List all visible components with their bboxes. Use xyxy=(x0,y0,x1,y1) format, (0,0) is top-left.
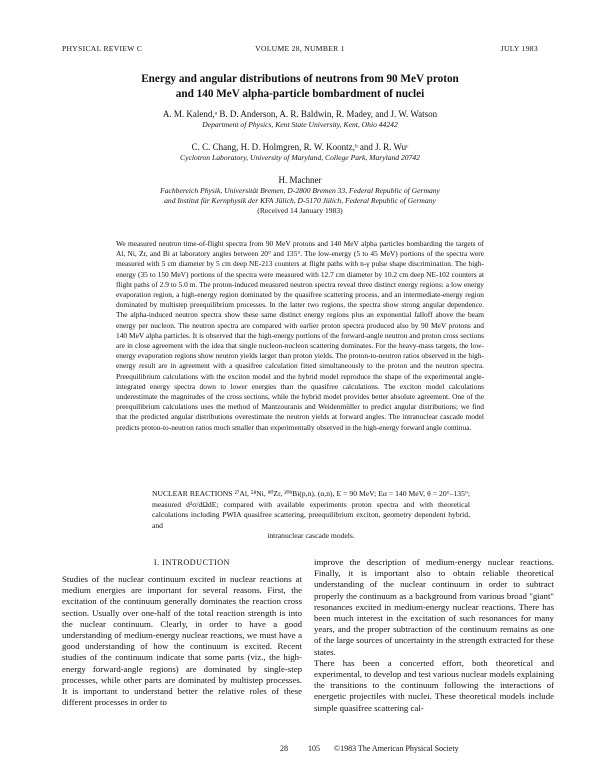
section-heading: I. INTRODUCTION xyxy=(153,558,231,567)
affiliation: and Institut für Kernphysik der KFA Jülich, D-5170 Jülich, Federal Republic of Germany xyxy=(164,196,436,205)
author-block-3 xyxy=(70,174,530,216)
received-date: (Received 14 January 1983) xyxy=(257,206,343,215)
author-names: C. C. Chang, H. D. Holmgren, R. W. Koontz,ᵇ and J. R. Wuᶜ xyxy=(191,142,409,152)
running-header xyxy=(62,44,538,56)
affiliation: Cyclotron Laboratory, University of Maryland, College Park, Maryland 20742 xyxy=(180,153,420,162)
paper-title xyxy=(90,72,510,102)
keywords-line: NUCLEAR REACTIONS ²⁷Al, ⁵⁸Ni, ⁹⁰Zr, ²⁰⁹Bi(p,n), (α,n), E = 90 MeV; xyxy=(152,489,377,498)
author-block-1 xyxy=(70,108,530,130)
issue-date: JULY 1983 xyxy=(500,44,538,53)
body-column-right: improve the description of medium-energy nuclear reactions. Finally, it is important also to obtain reliable theoretical understanding of the nuclear continuum in order to subtract properly the continuum as a background from various broad "giant" resonances excited in medium-energy nuclear reactions. There has been much interest in the excitation of such resonances for many years, and the proper subtraction of the continuum remains as one of the large sources of uncertainty in the strength extracted for these states. There has been a concerted effort, both theoretical and experimental, to develop and test various nuclear models explaining the transitions to the continuum following the interactions of energetic projectiles with nuclei. These theoretical models include simple quasifree scattering cal- xyxy=(314,557,554,713)
affiliation: Fachbereich Physik, Universität Bremen, D-2800 Bremen 33, Federal Republic of Germany xyxy=(160,186,440,195)
author-names: H. Machner xyxy=(278,175,322,185)
keywords-line: Eα = 140 MeV, θ = 20°–135°; measured d²σ/dΩdE; compared with available experiments proton spectra and with theoretical calculations including PWIA quasifree scattering, preequilibrium exciton, geometry dependent hybrid, and xyxy=(152,489,471,530)
page-number: 105 xyxy=(308,744,320,753)
author-names: A. M. Kalend,ᵃ B. D. Anderson, A. R. Baldwin, R. Madey, and J. W. Watson xyxy=(162,109,438,119)
keywords-block xyxy=(152,489,470,542)
copyright: ©1983 The American Physical Society xyxy=(334,744,459,753)
title-line-2: and 140 MeV alpha-particle bombardment of nuclei xyxy=(175,88,425,100)
affiliation: Department of Physics, Kent State University, Kent, Ohio 44242 xyxy=(202,120,398,129)
journal-name: PHYSICAL REVIEW C xyxy=(62,44,143,53)
abstract: We measured neutron time-of-flight spectra from 90 MeV protons and 140 MeV alpha particles bombarding the targets of Al, Ni, Zr, and Bi at laboratory angles between 20° and 135°. The low-energy (5 to 45 MeV) portions of the spectra were measured with 5 cm diameter by 5 cm deep NE-213 counters at flight paths with n-γ pulse shape discrimination. The high-energy (35 to 150 MeV) portions of the spectra were measured with 12.7 cm diameter by 10.2 cm deep NE-102 counters at flight paths of 2.9 to 5.0 m. The proton-induced measured neutron spectra reveal three distinct energy regions: a low energy evaporation region, a high-energy region dominated by the quasifree scattering process, and an intermediate-energy region dominated by multistep preequilibrium processes. In the latter two regions, the spectra show strong angular dependence. The alpha-induced neutron spectra show these same distinct energy regions plus an exponential falloff above the beam energy per nucleon. The neutron spectra are compared with earlier proton spectra produced also by 90 MeV protons and 140 MeV alpha particles. It is observed that the high-energy portions of the forward-angle neutron and proton cross sections are in close agreement with the idea that single nucleon-nucleon scattering dominates. For the heavy-mass targets, the low-energy evaporation regions show neutron yields larger than proton yields. The proton-to-neutron ratios observed in the high-energy result are in agreement with a quasifree calculation fitted simultaneously to the proton and the neutron spectra. Preequilibrium calculations with the exciton model and the hybrid model reproduce the shape of the experimental angle-integrated energy spectra down to lower energies than the quasifree calculations. The exciton model calculations underestimate the magnitudes of the cross sections, while the hybrid model provides better absolute agreement. One of the preequilibrium calculations uses the method of Mantzouranis and Weidenmüller to predict angular distributions; we find that the predicted angular distributions overestimate the neutron yields at forward angles. The intranuclear cascade model predicts proton-to-neutron ratios much smaller than experimentally observed in the high-energy forward angle continua. xyxy=(116,239,485,432)
body-column-left: Studies of the nuclear continuum excited in nuclear reactions at medium energies are important for several reasons. First, the excitation of the continuum generally dominates the reaction cross section. Usually over one-half of the total reaction strength is into the nuclear continuum. Clearly, in order to have a good understanding of medium-energy nuclear reactions, we must have a good understanding of how the continuum is excited. Recent studies of the continuum indicate that some parts (viz., the high-energy forward-angle regions) are dominated by single-step processes, while other parts are dominated by multistep processes. It is important to understand better the relative roles of these different processes in order to xyxy=(62,574,302,708)
footer-volume: 28 xyxy=(280,744,288,753)
author-block-2 xyxy=(70,141,530,163)
volume-number: VOLUME 28, NUMBER 1 xyxy=(255,44,345,53)
page-footer xyxy=(62,744,538,756)
title-line-1: Energy and angular distributions of neutrons from 90 MeV proton xyxy=(141,73,459,85)
keywords-line: intranuclear cascade models. xyxy=(267,531,355,540)
